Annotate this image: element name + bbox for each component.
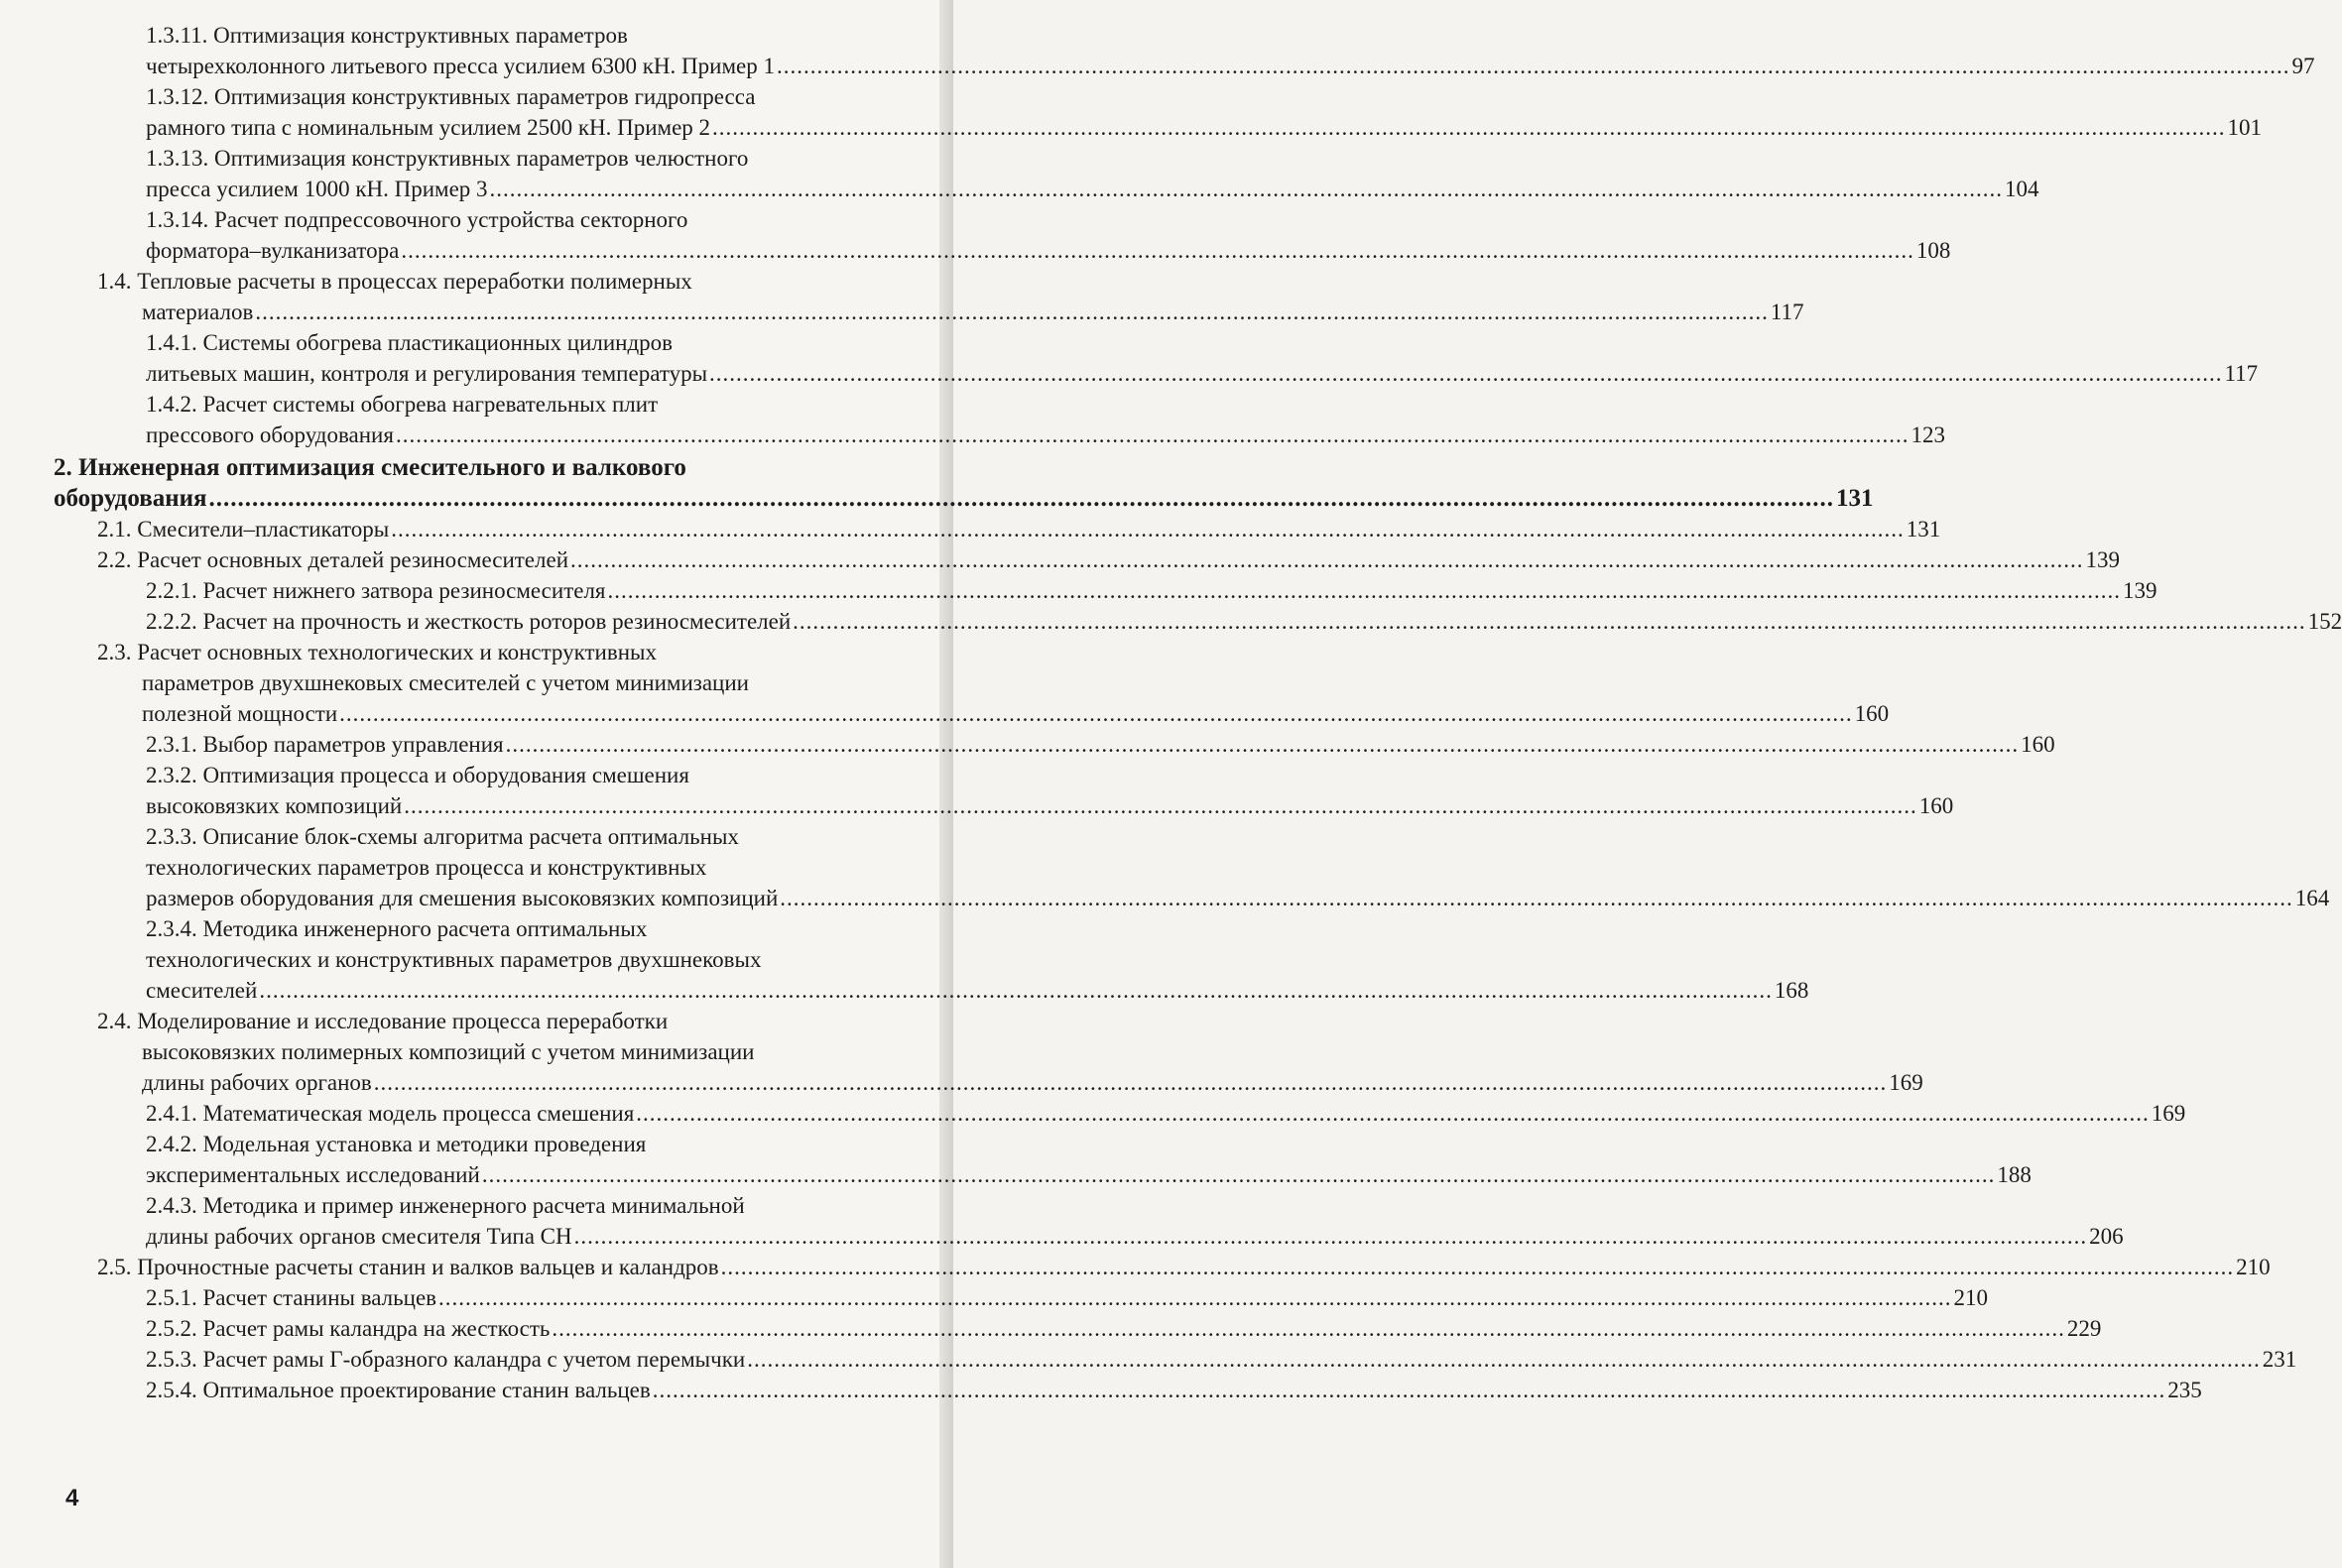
dot-leader xyxy=(552,1316,2065,1341)
dot-leader xyxy=(339,701,1853,726)
dot-leader xyxy=(574,1224,2088,1249)
toc-entry-text: пресса усилием 1000 кН. Пример 3 xyxy=(146,177,488,201)
toc-entry xyxy=(0,1098,2186,1129)
toc-page-number: 123 xyxy=(1911,422,1945,447)
toc-entry xyxy=(0,760,1954,821)
toc-entry-last-line xyxy=(0,1159,2032,1190)
toc-entry-last-line xyxy=(0,112,2263,143)
toc-entry xyxy=(0,204,1951,266)
toc-entry-line xyxy=(0,1129,928,1159)
toc-entry-line xyxy=(0,266,928,297)
toc-entry-last-line xyxy=(0,1344,2297,1375)
toc-entry-text: размеров оборудования для смешения высоковязких композиций xyxy=(146,886,779,910)
toc-entry xyxy=(0,913,1809,1006)
toc-entry-line xyxy=(0,1190,928,1221)
toc-entry xyxy=(0,266,1804,327)
toc-entry-last-line xyxy=(0,358,2259,389)
toc-page-number: 231 xyxy=(2262,1347,2297,1372)
toc-page-number: 117 xyxy=(1770,300,1804,324)
toc-entry xyxy=(0,1006,1923,1098)
toc-page-number: 169 xyxy=(2151,1101,2186,1126)
toc-entry-last-line xyxy=(0,1221,2124,1252)
toc-entry xyxy=(0,389,1945,450)
dot-leader xyxy=(709,361,2223,386)
toc-entry-text: 2.3.2. Оптимизация процесса и оборудования смешения xyxy=(146,763,689,787)
toc-page-number: 188 xyxy=(1997,1162,2032,1187)
toc-entry-text: 2.5.2. Расчет рамы каландра на жесткость xyxy=(146,1316,551,1341)
table-of-contents xyxy=(0,20,2342,1405)
toc-entry-line xyxy=(0,204,928,235)
toc-entry xyxy=(0,575,2157,606)
toc-page-number: 229 xyxy=(2066,1316,2102,1341)
toc-entry-text: 2.4.2. Модельная установка и методики проведения xyxy=(146,1132,647,1156)
toc-page-number: 160 xyxy=(1854,701,1890,726)
toc-entry xyxy=(0,544,2121,575)
toc-entry-last-line xyxy=(0,544,2121,575)
toc-page-number: 117 xyxy=(2224,361,2259,386)
toc-page-number: 139 xyxy=(2085,547,2121,572)
toc-entry-last-line xyxy=(0,514,1941,544)
page-number: 4 xyxy=(65,1485,79,1511)
toc-page-number: 210 xyxy=(1953,1285,1989,1310)
dot-leader xyxy=(793,609,2306,634)
toc-entry-text: 2.5.3. Расчет рамы Г-образного каландра с учетом перемычки xyxy=(146,1347,746,1372)
dot-leader xyxy=(608,578,2122,603)
toc-entry xyxy=(0,1129,2032,1190)
toc-entry xyxy=(0,1375,2202,1405)
toc-entry-text: длины рабочих органов xyxy=(142,1070,372,1095)
toc-entry-last-line xyxy=(0,729,2055,760)
toc-entry-text: 2.4.3. Методика и пример инженерного расчета минимальной xyxy=(146,1193,745,1218)
toc-entry-line xyxy=(0,760,928,790)
toc-entry-text: 2.2. Расчет основных деталей резиносмесителей xyxy=(97,547,569,572)
toc-entry xyxy=(0,606,2342,637)
toc-entry-last-line xyxy=(0,420,1945,450)
toc-entry-last-line xyxy=(0,975,1809,1006)
dot-leader xyxy=(653,1378,2166,1402)
toc-entry-text: прессового оборудования xyxy=(146,422,394,447)
toc-entry xyxy=(0,1190,2124,1252)
toc-entry-last-line xyxy=(0,1067,1923,1098)
dot-leader xyxy=(259,978,1773,1003)
toc-entry-text: 2.3. Расчет основных технологических и конструктивных xyxy=(97,640,657,664)
toc-entry-text: 2.3.3. Описание блок-схемы алгоритма расчета оптимальных xyxy=(146,824,739,849)
toc-entry-text: литьевых машин, контроля и регулирования температуры xyxy=(146,361,708,386)
toc-entry-text: полезной мощности xyxy=(142,701,338,726)
toc-entry xyxy=(0,1344,2297,1375)
toc-entry-text: 1.3.12. Оптимизация конструктивных параметров гидропресса xyxy=(146,84,756,109)
toc-entry-last-line xyxy=(0,483,1874,514)
toc-entry-last-line xyxy=(0,883,2330,913)
dot-leader xyxy=(209,485,1835,512)
toc-entry-text: 2.5.1. Расчет станины вальцев xyxy=(146,1285,437,1310)
toc-entry xyxy=(0,20,2315,81)
toc-entry xyxy=(0,1252,2271,1282)
toc-entry xyxy=(0,637,1890,729)
toc-entry-line xyxy=(0,944,928,975)
dot-leader xyxy=(374,1070,1888,1095)
toc-entry-last-line xyxy=(0,1098,2186,1129)
toc-entry-last-line xyxy=(0,1282,1989,1313)
toc-entry-text: 2.3.4. Методика инженерного расчета оптимальных xyxy=(146,916,648,941)
toc-entry-line xyxy=(0,1006,928,1036)
toc-entry-text: 2.1. Смесители–пластикаторы xyxy=(97,517,390,542)
toc-entry xyxy=(0,143,2039,204)
dot-leader xyxy=(404,793,1917,818)
toc-entry-last-line xyxy=(0,698,1890,729)
toc-entry-last-line xyxy=(0,1252,2271,1282)
toc-entry-line xyxy=(0,852,928,883)
toc-entry-text: форматора–вулканизатора xyxy=(146,238,400,263)
toc-entry-text: технологических параметров процесса и конструктивных xyxy=(146,855,707,880)
toc-entry-line xyxy=(0,667,928,698)
toc-entry-text: 2.5.4. Оптимальное проектирование станин вальцев xyxy=(146,1378,651,1402)
toc-entry-line xyxy=(0,327,928,358)
toc-page-number: 131 xyxy=(1906,517,1941,542)
dot-leader xyxy=(777,54,2290,78)
toc-page-number: 206 xyxy=(2089,1224,2124,1249)
toc-entry-line xyxy=(0,821,928,852)
toc-entry-last-line xyxy=(0,174,2039,204)
toc-entry xyxy=(0,1313,2102,1344)
toc-entry xyxy=(0,729,2055,760)
toc-page-number: 108 xyxy=(1915,238,1951,263)
toc-entry-last-line xyxy=(0,1313,2102,1344)
toc-entry xyxy=(0,327,2259,389)
toc-entry-text: оборудования xyxy=(54,485,207,512)
toc-entry-last-line xyxy=(0,790,1954,821)
toc-entry-text: 2.5. Прочностные расчеты станин и валков вальцев и каландров xyxy=(97,1255,719,1279)
toc-entry-text: параметров двухшнековых смесителей с учетом минимизации xyxy=(142,670,749,695)
toc-entry xyxy=(0,452,1874,514)
toc-entry-text: 2.4.1. Математическая модель процесса смешения xyxy=(146,1101,635,1126)
dot-leader xyxy=(712,115,2226,140)
toc-page-number: 164 xyxy=(2294,886,2330,910)
dot-leader xyxy=(401,238,1914,263)
toc-page-number: 101 xyxy=(2227,115,2263,140)
toc-entry-text: 2.4. Моделирование и исследование процесса переработки xyxy=(97,1009,669,1033)
toc-entry xyxy=(0,514,1941,544)
toc-entry-text: 1.3.13. Оптимизация конструктивных параметров челюстного xyxy=(146,146,749,171)
toc-entry-line xyxy=(0,637,928,667)
toc-entry-line xyxy=(0,913,928,944)
toc-page-number: 152 xyxy=(2307,609,2342,634)
toc-entry-line xyxy=(0,452,928,483)
dot-leader xyxy=(391,517,1905,542)
toc-entry-text: 2. Инженерная оптимизация смесительного и валкового xyxy=(54,454,686,481)
dot-leader xyxy=(636,1101,2150,1126)
toc-entry-text: технологических и конструктивных параметров двухшнековых xyxy=(146,947,762,972)
dot-leader xyxy=(570,547,2084,572)
toc-entry-text: 2.2.2. Расчет на прочность и жесткость роторов резиносмесителей xyxy=(146,609,792,634)
toc-page-number: 160 xyxy=(2021,732,2055,757)
dot-leader xyxy=(396,422,1910,447)
toc-entry-line xyxy=(0,143,928,174)
toc-entry-text: 1.3.11. Оптимизация конструктивных параметров xyxy=(146,23,628,48)
toc-entry-text: 1.4.1. Системы обогрева пластикационных цилиндров xyxy=(146,330,674,355)
toc-page-number: 235 xyxy=(2167,1378,2202,1402)
toc-page-number: 104 xyxy=(2005,177,2039,201)
toc-entry-line xyxy=(0,1036,928,1067)
dot-leader xyxy=(506,732,2020,757)
toc-entry-text: 2.2.1. Расчет нижнего затвора резиносмесителя xyxy=(146,578,606,603)
toc-entry-text: четырехколонного литьевого пресса усилием 6300 кН. Пример 1 xyxy=(146,54,775,78)
toc-entry xyxy=(0,81,2263,143)
toc-entry-text: высоковязких композиций xyxy=(146,793,403,818)
toc-page-number: 97 xyxy=(2291,54,2315,78)
toc-entry-text: длины рабочих органов смесителя Типа СН xyxy=(146,1224,572,1249)
toc-entry-text: 2.3.1. Выбор параметров управления xyxy=(146,732,504,757)
toc-entry-text: 1.3.14. Расчет подпрессовочного устройства секторного xyxy=(146,207,688,232)
dot-leader xyxy=(747,1347,2261,1372)
dot-leader xyxy=(255,300,1769,324)
toc-page-number: 168 xyxy=(1774,978,1809,1003)
toc-page-number: 169 xyxy=(1889,1070,1923,1095)
dot-leader xyxy=(482,1162,1996,1187)
toc-entry-text: 1.4. Тепловые расчеты в процессах переработки полимерных xyxy=(97,269,692,294)
toc-entry-text: материалов xyxy=(142,300,254,324)
toc-entry-last-line xyxy=(0,1375,2202,1405)
toc-entry xyxy=(0,821,2330,913)
toc-entry-text: высоковязких полимерных композиций с учетом минимизации xyxy=(142,1039,755,1064)
toc-entry-last-line xyxy=(0,235,1951,266)
toc-page-number: 139 xyxy=(2123,578,2157,603)
toc-entry-line xyxy=(0,81,928,112)
toc-entry xyxy=(0,1282,1989,1313)
toc-page-number: 160 xyxy=(1918,793,1954,818)
toc-entry-text: экспериментальных исследований xyxy=(146,1162,480,1187)
toc-entry-line xyxy=(0,389,928,420)
dot-leader xyxy=(780,886,2293,910)
toc-entry-last-line xyxy=(0,575,2157,606)
toc-page-number: 131 xyxy=(1836,485,1874,512)
toc-entry-last-line xyxy=(0,606,2342,637)
dot-leader xyxy=(721,1255,2235,1279)
toc-entry-text: 1.4.2. Расчет системы обогрева нагревательных плит xyxy=(146,392,659,417)
toc-entry-text: смесителей xyxy=(146,978,258,1003)
dot-leader xyxy=(438,1285,1952,1310)
toc-entry-text: рамного типа с номинальным усилием 2500 кН. Пример 2 xyxy=(146,115,711,140)
toc-entry-last-line xyxy=(0,297,1804,327)
toc-page-number: 210 xyxy=(2236,1255,2271,1279)
toc-entry-last-line xyxy=(0,51,2315,81)
toc-entry-line xyxy=(0,20,928,51)
dot-leader xyxy=(490,177,2004,201)
